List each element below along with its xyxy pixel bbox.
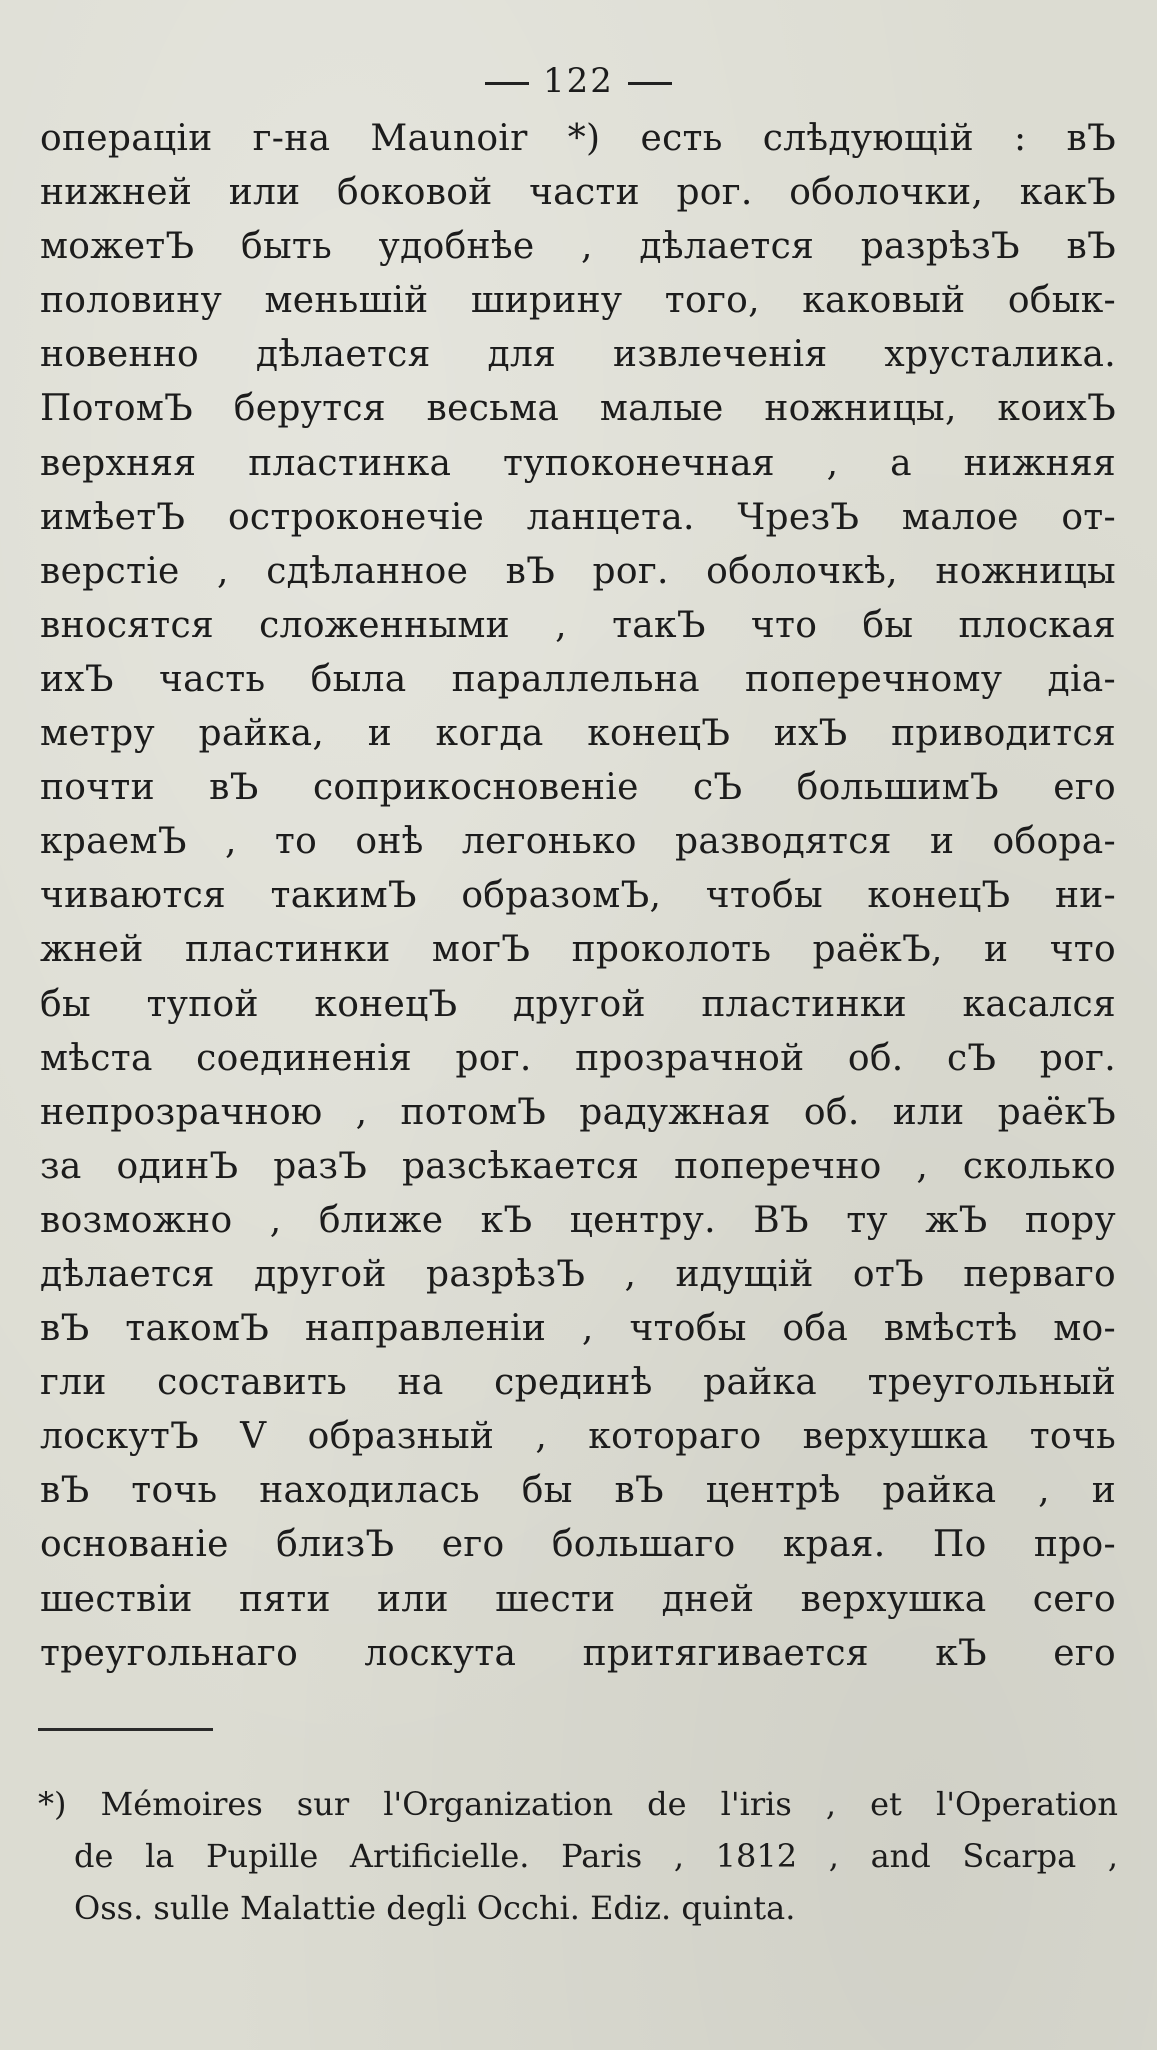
text-line: новенно дѣлается для извлеченія хрусталика. (40, 334, 1116, 376)
text-line: метру райка, и когда конецЪ ихЪ приводится (40, 713, 1116, 755)
text-line: вЪ такомЪ направленіи , чтобы оба вмѣстѣ мо- (40, 1308, 1116, 1350)
footnote-line: Oss. sulle Malattie degli Occhi. Ediz. quinta. (74, 1889, 796, 1927)
text-line: верстіе , сдѣланное вЪ рог. оболочкѣ, ножницы (40, 550, 1116, 592)
text-line: вносятся сложенными , такЪ что бы плоская (40, 604, 1116, 646)
text-line: непрозрачною , потомЪ радужная об. или раёкЪ (40, 1091, 1116, 1133)
right-dash-ornament (628, 82, 672, 85)
text-line: ихЪ часть была параллельна поперечному діа- (40, 658, 1116, 700)
text-line: можетЪ быть удобнѣе , дѣлается разрѣзЪ вЪ (40, 226, 1116, 268)
text-line: краемЪ , то онѣ легонько разводятся и обора- (40, 821, 1116, 863)
text-line: гли составить на срединѣ райка треугольный (40, 1362, 1116, 1404)
text-line: жней пластинки могЪ проколоть раёкЪ, и что (40, 929, 1116, 971)
text-line: верхняя пластинка тупоконечная , а нижняя (40, 442, 1116, 484)
footnote-line: de la Pupille Artificielle. Paris , 1812 , and Scarpa , (74, 1837, 1118, 1875)
text-line: за одинЪ разЪ разсѣкается поперечно , сколько (40, 1145, 1116, 1187)
text-line: дѣлается другой разрѣзЪ , идущій отЪ перваго (40, 1253, 1116, 1295)
text-line: ПотомЪ берутся весьма малые ножницы, коихЪ (40, 388, 1116, 430)
text-line: чиваются такимЪ образомЪ, чтобы конецЪ ни- (40, 875, 1116, 917)
text-line: треугольнаго лоскута притягивается кЪ его (40, 1632, 1116, 1674)
left-dash-ornament (485, 82, 529, 85)
footnote-line: *) Mémoires sur l'Organization de l'iris , et l'Operation (38, 1785, 1118, 1823)
page-number: 122 (543, 61, 614, 101)
text-line: основаніе близЪ его большаго края. По про- (40, 1524, 1116, 1566)
page-number-header (0, 61, 1157, 101)
footnote-separator (38, 1728, 213, 1731)
text-line: мѣста соединенія рог. прозрачной об. сЪ рог. (40, 1037, 1116, 1079)
text-line: шествіи пяти или шести дней верхушка сего (40, 1578, 1116, 1620)
body-text (40, 112, 1116, 1681)
text-line: вЪ точь находилась бы вЪ центрѣ райка , и (40, 1470, 1116, 1512)
text-line: половину меньшій ширину того, каковый обык- (40, 280, 1116, 322)
text-line: бы тупой конецЪ другой пластинки касался (40, 983, 1116, 1025)
text-line: лоскутЪ V образный , котораго верхушка точь (40, 1416, 1116, 1458)
text-line: возможно , ближе кЪ центру. ВЪ ту жЪ пору (40, 1199, 1116, 1241)
text-line: операціи г-на Maunoir *) есть слѣдующій : вЪ (40, 118, 1116, 159)
footnote (38, 1778, 1118, 1934)
text-line: почти вЪ соприкосновеніе сЪ большимЪ его (40, 767, 1116, 809)
text-line: нижней или боковой части рог. оболочки, какЪ (40, 172, 1116, 214)
text-line: имѣетЪ остроконечіе ланцета. ЧрезЪ малое от- (40, 496, 1116, 538)
